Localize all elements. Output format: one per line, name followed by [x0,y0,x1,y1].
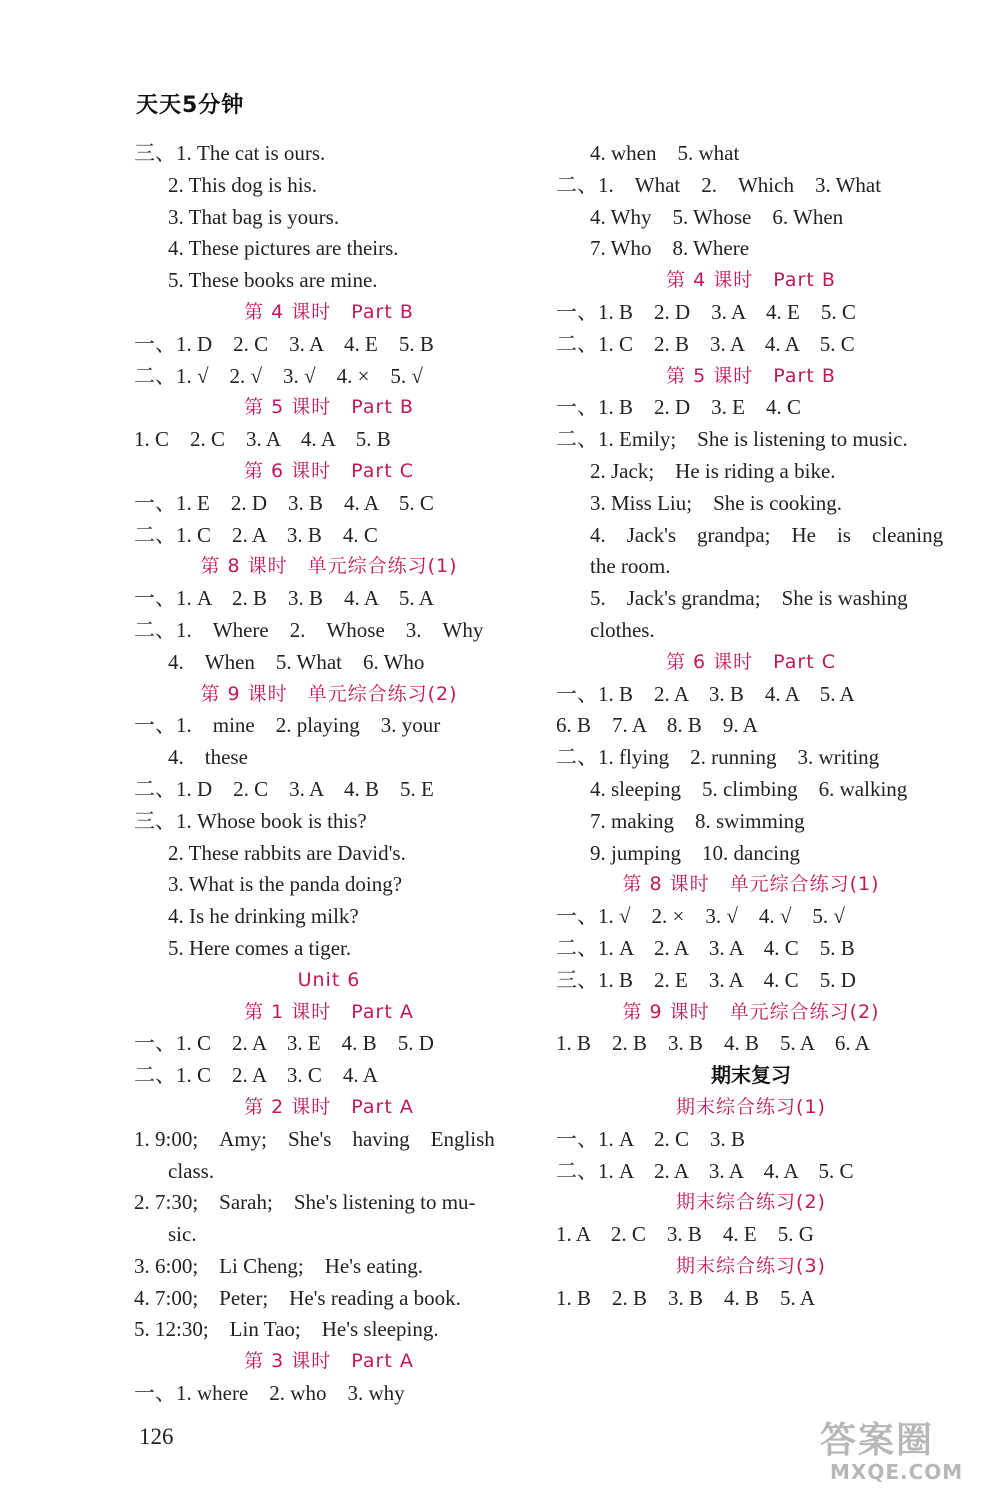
answer-line: 一、1. B 2. A 3. B 4. A 5. A [556,681,855,706]
section-heading: 第 2 课时 Part A [244,1095,414,1118]
section-heading: 第 5 课时 Part B [244,396,414,419]
section-heading: 第 8 课时 单元综合练习(1) [200,555,458,578]
answer-line: sic. [168,1222,197,1247]
answer-line: 一、1. D 2. C 3. A 4. E 5. B [134,331,434,356]
answer-line: 三、1. The cat is ours. [134,141,326,165]
answer-line: 3. That bag is yours. [168,204,340,229]
watermark-text: 答案圈 [820,1420,935,1461]
answer-line: 2. These rabbits are David's. [168,840,406,865]
watermark-logo [820,1412,990,1492]
section-heading: 期末综合练习(3) [676,1254,826,1277]
answer-line: 4. Why 5. Whose 6. When [590,204,844,229]
answer-line: 2. This dog is his. [168,172,317,197]
answer-line: 4. When 5. What 6. Who [168,649,425,674]
section-heading: 第 5 课时 Part B [666,364,836,387]
answer-line: 5. These books are mine. [168,268,378,293]
section-heading: 第 8 课时 单元综合练习(1) [622,873,880,896]
answer-line: 一、1. E 2. D 3. B 4. A 5. C [134,490,434,515]
answer-line: 4. these [168,745,248,770]
answer-line: 二、1. C 2. A 3. C 4. A [134,1063,378,1088]
right-answer-column [556,138,946,1314]
answer-line: 5. Here comes a tiger. [168,935,352,960]
answer-line: 3. Miss Liu; She is cooking. [590,490,843,515]
answer-line: 二、1. √ 2. √ 3. √ 4. × 5. √ [134,363,423,388]
answer-line: 一、1. A 2. B 3. B 4. A 5. A [134,586,434,611]
answer-line: the room. [590,554,671,579]
answer-line: 三、1. B 2. E 3. A 4. C 5. D [556,967,856,992]
answer-line: 5. Jack's grandma; She is washing [590,586,908,611]
left-answer-column [134,138,524,1410]
section-heading: 期末综合练习(2) [676,1191,826,1214]
answer-line: 9. jumping 10. dancing [590,840,800,865]
answer-line: 二、1. flying 2. running 3. writing [556,745,880,770]
chapter-heading: 期末复习 [711,1063,791,1088]
answer-line: 二、1. Emily; She is listening to music. [556,427,908,452]
answer-line: 二、1. A 2. A 3. A 4. C 5. B [556,935,855,960]
answer-line: 1. B 2. B 3. B 4. B 5. A 6. A [556,1031,870,1056]
answer-line: 二、1. C 2. B 3. A 4. A 5. C [556,331,855,356]
answer-line: 4. when 5. what [590,141,740,165]
answer-line: 1. B 2. B 3. B 4. B 5. A [556,1285,816,1310]
answer-line: 1. 9:00; Amy; She's having English [134,1126,495,1151]
answer-line: 3. 6:00; Li Cheng; He's eating. [134,1253,423,1278]
answer-line: 1. A 2. C 3. B 4. E 5. G [556,1222,814,1247]
answer-line: 4. sleeping 5. climbing 6. walking [590,776,908,801]
answer-line: 4. Jack's grandpa; He is cleaning [590,522,944,547]
section-heading: 第 9 课时 单元综合练习(2) [200,682,458,705]
answer-line: 一、1. A 2. C 3. B [556,1126,746,1151]
answer-line: class. [168,1158,215,1183]
answer-line: 二、1. C 2. A 3. B 4. C [134,522,378,547]
answer-line: 三、1. Whose book is this? [134,808,367,833]
section-heading: 第 4 课时 Part B [666,269,836,292]
page-number: 126 [139,1424,174,1449]
answer-line: 2. Jack; He is riding a bike. [590,458,836,483]
answer-line: 二、1. What 2. Which 3. What [556,172,882,197]
answer-line: 二、1. Where 2. Whose 3. Why [134,617,484,642]
answer-line: 2. 7:30; Sarah; She's listening to mu- [134,1190,476,1215]
answer-line: 4. 7:00; Peter; He's reading a book. [134,1285,461,1310]
answer-line: 一、1. mine 2. playing 3. your [134,713,441,738]
answer-line: 一、1. where 2. who 3. why [134,1381,405,1406]
answer-line: 4. These pictures are theirs. [168,236,399,261]
answer-line: 4. Is he drinking milk? [168,904,359,929]
answer-line: 一、1. C 2. A 3. E 4. B 5. D [134,1031,434,1056]
section-heading: 期末综合练习(1) [676,1095,826,1118]
answer-line: 二、1. A 2. A 3. A 4. A 5. C [556,1158,854,1183]
section-heading: 第 6 课时 Part C [666,650,836,673]
answer-line: 二、1. D 2. C 3. A 4. B 5. E [134,776,434,801]
answer-line: 3. What is the panda doing? [168,872,403,897]
answer-line: 一、1. √ 2. × 3. √ 4. √ 5. √ [556,904,845,929]
section-heading: 第 1 课时 Part A [244,1000,414,1023]
section-heading: 第 4 课时 Part B [244,300,414,323]
page-header-title: 天天5分钟 [136,93,245,118]
section-heading: 第 6 课时 Part C [244,459,414,482]
section-heading: 第 3 课时 Part A [244,1350,414,1373]
answer-line: clothes. [590,617,655,642]
answer-line: 一、1. B 2. D 3. E 4. C [556,395,802,420]
answer-line: 7. Who 8. Where [590,236,750,261]
watermark-url: MXQE.COM [830,1460,964,1484]
answer-line: 一、1. B 2. D 3. A 4. E 5. C [556,299,856,324]
answer-line: 1. C 2. C 3. A 4. A 5. B [134,427,391,452]
section-heading: 第 9 课时 单元综合练习(2) [622,1000,880,1023]
answer-line: 7. making 8. swimming [590,808,805,833]
answer-line: 6. B 7. A 8. B 9. A [556,713,758,738]
section-heading: Unit 6 [297,968,361,991]
answer-line: 5. 12:30; Lin Tao; He's sleeping. [134,1317,439,1342]
